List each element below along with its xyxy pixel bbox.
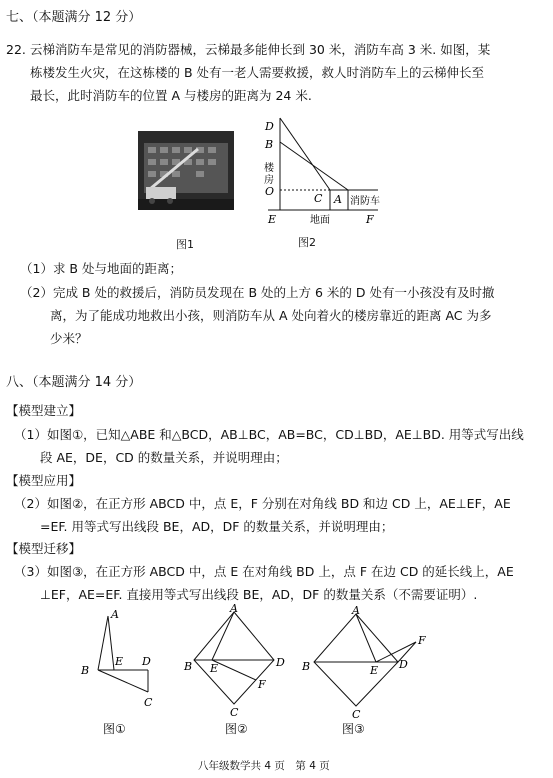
- label-A: A: [334, 193, 342, 206]
- fig2-caption: 图2: [298, 236, 316, 249]
- q22-text-line2: 栋楼发生火灾，在这栋楼的 B 处有一老人需要救援，救人时消防车上的云梯伸长至: [30, 65, 485, 80]
- q22-sub2-line1: （2）完成 B 处的救援后，消防员发现在 B 处的上方 6 米的 D 处有一小孩没有及时撤: [20, 285, 495, 300]
- fire-truck-photo: [138, 131, 234, 210]
- fig1-label-E: E: [115, 655, 124, 668]
- fig2-label-D: D: [276, 656, 285, 669]
- q22-sub1: （1）求 B 处与地面的距离；: [20, 261, 182, 276]
- figure-2-caption: 图②: [225, 722, 248, 736]
- p1-line2: 段 AE，DE，CD 的数量关系，并说明理由；: [40, 450, 288, 465]
- figure-1-caption: 图①: [103, 722, 126, 736]
- model-apply-heading: 【模型应用】: [6, 473, 82, 488]
- figure-3-diagram: [300, 602, 432, 720]
- fig1-label-C: C: [144, 696, 153, 709]
- label-O: O: [265, 185, 275, 198]
- fig2-label-C: C: [230, 706, 239, 718]
- q22-text-line3: 最长，此时消防车的位置 A 与楼房的距离为 24 米.: [30, 88, 312, 103]
- label-ground: 地面: [310, 215, 330, 226]
- figure-1-diagram: [78, 602, 158, 720]
- label-building-1: 楼: [264, 163, 274, 174]
- section-7-header: 七、（本题满分 12 分）: [6, 10, 142, 25]
- figure-3-caption: 图③: [342, 722, 365, 736]
- label-B: B: [265, 138, 274, 151]
- fig2-ladder-diagram: [258, 112, 393, 230]
- label-F: F: [366, 213, 374, 226]
- label-C: C: [314, 192, 323, 205]
- fig3-label-C: C: [352, 708, 361, 720]
- q22-sub2-line3: 少米？: [50, 331, 88, 346]
- page-footer: 八年级数学共 4 页 第 4 页: [198, 760, 330, 772]
- fig3-label-B: B: [302, 660, 311, 673]
- section-8-header: 八、（本题满分 14 分）: [6, 375, 142, 390]
- figure-2-diagram: [182, 600, 288, 718]
- fig1-label-A: A: [111, 608, 119, 621]
- fig2-label-A: A: [230, 602, 238, 615]
- fig3-label-E: E: [370, 664, 379, 677]
- fig2-label-B: B: [184, 660, 193, 673]
- fig3-label-A: A: [352, 604, 360, 617]
- label-E: E: [268, 213, 277, 226]
- q22-sub2-line2: 离，为了能成功地救出小孩，则消防车从 A 处向着火的楼房靠近的距离 AC 为多: [50, 308, 492, 323]
- q22-text-line1: 云梯消防车是常见的消防器械，云梯最多能伸长到 30 米，消防车高 3 米. 如图，某: [30, 42, 491, 57]
- fig1-label-B: B: [81, 664, 90, 677]
- fig1-caption: 图1: [176, 238, 194, 251]
- p3-line1: （3）如图③，在正方形 ABCD 中，点 E 在对角线 BD 上，点 F 在边 CD 的延长线上，AE: [14, 564, 514, 579]
- fig1-label-D: D: [142, 655, 151, 668]
- p1-line1: （1）如图①，已知△ABE 和△BCD，AB⊥BC，AB=BC，CD⊥BD，AE⊥BD. 用等式写出线: [14, 427, 524, 442]
- fig2-label-F: F: [258, 678, 266, 691]
- label-truck: 消防车: [350, 196, 380, 207]
- fig3-label-D: D: [399, 658, 408, 671]
- p3-line2: ⊥EF，AE=EF. 直接用等式写出线段 BE，AD，DF 的数量关系（不需要证明）.: [40, 587, 478, 602]
- p2-line1: （2）如图②，在正方形 ABCD 中，点 E，F 分别在对角线 BD 和边 CD 上，AE⊥EF，AE: [14, 496, 511, 511]
- question-22-number: 22.: [6, 42, 26, 57]
- label-D: D: [265, 120, 274, 133]
- model-build-heading: 【模型建立】: [6, 403, 82, 418]
- fig2-label-E: E: [210, 662, 219, 675]
- label-building-2: 房: [264, 175, 274, 186]
- fig3-label-F: F: [418, 634, 426, 647]
- model-transfer-heading: 【模型迁移】: [6, 541, 82, 556]
- p2-line2: =EF. 用等式写出线段 BE，AD，DF 的数量关系，并说明理由；: [40, 519, 394, 534]
